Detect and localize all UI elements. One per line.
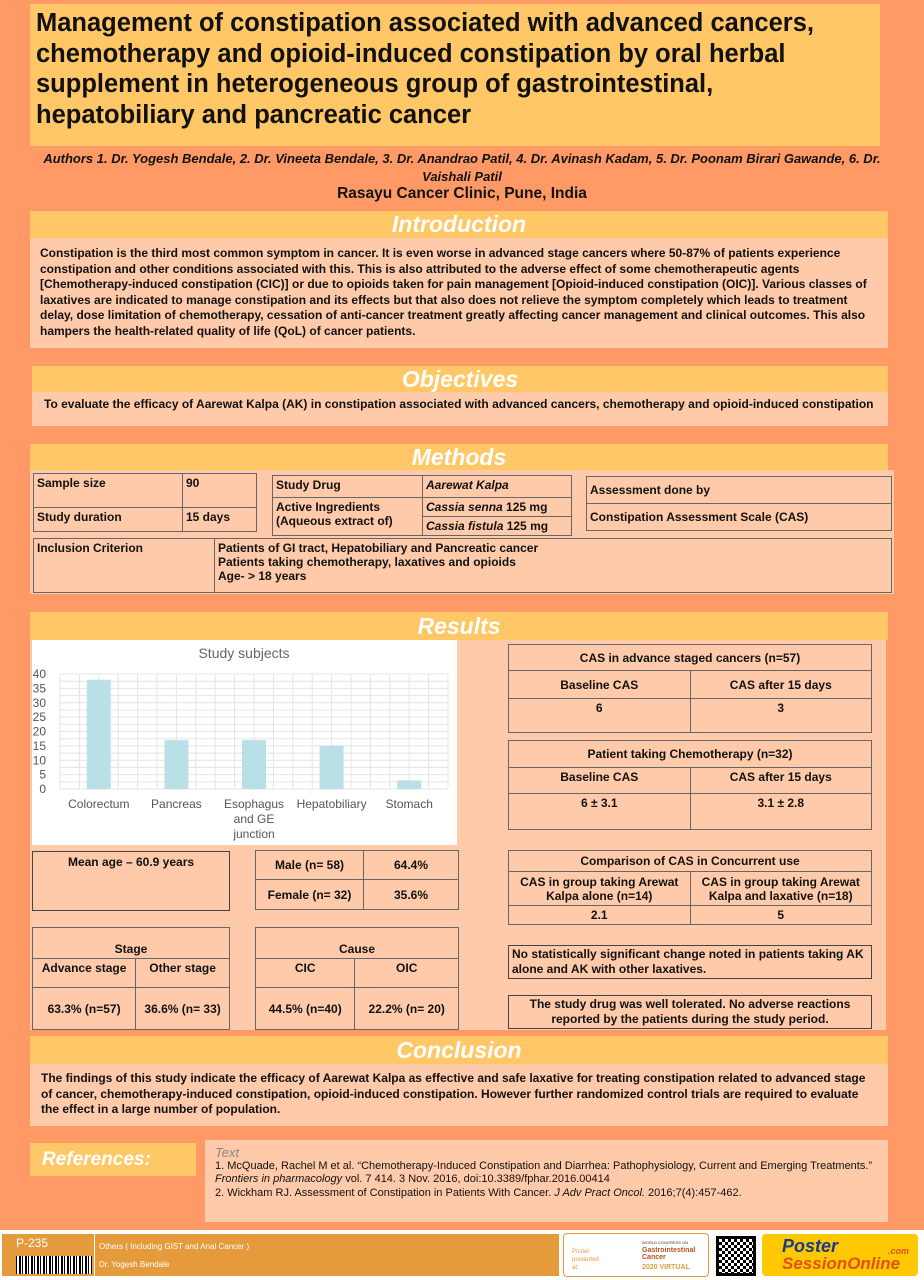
cas-advanced-col1: Baseline CAS [509,671,691,699]
cas-concurrent-val1: 2.1 [509,906,691,925]
references-heading: References: [30,1143,196,1176]
poster-id-box [2,1234,94,1276]
conclusion-text: The findings of this study indicate the efficacy of Aarewat Kalpa as effective and safe laxative for treating constipation related to advanced stage of cancer, chemotherapy-induced constipation, opioid-induced constipation. However further randomized control trials are required to evaluate the effect in a large number of population. [30,1064,888,1126]
stage-advance-value: 63.3% (n=57) [33,988,136,1030]
ingredient-2: Cassia fistula 125 mg [423,517,572,536]
gender-table [255,850,459,910]
bar [87,680,111,789]
y-tick-label: 25 [32,710,46,725]
cause-col-cic: CIC [256,959,355,988]
cas-concurrent-table [508,850,872,925]
methods-heading: Methods [30,444,888,470]
x-tick-label: Esophagus and GE junction [223,797,285,841]
duration-value: 15 days [183,508,257,532]
y-tick-label: 0 [39,782,46,796]
bar [164,740,188,789]
x-tick-label: Hepatobiliary [296,797,367,811]
objectives-text: To evaluate the efficacy of Aarewat Kalpa (AK) in constipation associated with advanced cancers, chemotherapy and opioid-induced constipation [32,392,888,426]
poster-id: P-235 [16,1236,49,1250]
y-tick-label: 35 [32,681,46,696]
footer-category: Others ( Including GIST and Anal Cancer ) [99,1242,250,1251]
female-value: 35.6% [364,880,459,910]
cas-concurrent-col1: CAS in group taking Arewat Kalpa alone (n=14) [509,872,691,906]
x-tick-label: Colorectum [68,797,130,811]
note-significance: No statistically significant change noted in patients taking AK alone and AK with other laxatives. [508,945,872,979]
congress-line2: Gastrointestinal Cancer [642,1247,696,1261]
bar-chart-svg [32,640,457,845]
y-tick-label: 30 [32,695,46,710]
cas-chemo-val2: 3.1 ± 2.8 [690,794,872,830]
drug-value: Aarewat Kalpa [423,476,572,498]
duration-label: Study duration [34,508,183,532]
cas-chemo-col2: CAS after 15 days [690,768,872,794]
inclusion-line: Age- > 18 years [218,569,307,583]
inclusion-line: Patients of GI tract, Hepatobiliary and Pancreatic cancer [218,541,539,555]
stage-col-advance: Advance stage [33,959,136,988]
presented-at: Poster presented at: [572,1249,599,1271]
cause-oic-value: 22.2% (n= 20) [355,988,459,1030]
y-tick-label: 40 [32,667,46,681]
methods-drug-table [272,475,572,536]
sample-size-value: 90 [183,474,257,508]
reference-2: 2. Wickham RJ. Assessment of Constipation in Patients With Cancer. J Adv Pract Oncol. 2016;7(4):457-462. [215,1186,742,1199]
title-box [30,4,880,146]
reference-1: 1. McQuade, Rachel M et al. “Chemotherapy-Induced Constipation and Diarrhea: Pathophysiology, Current and Emerging Treatments.” Frontiers in pharmacology vol. 7 414. 3 Nov. 2016, doi:10.3389/fphar.2016.00414 [215,1159,873,1185]
cas-concurrent-col2: CAS in group taking Arewat Kalpa and laxative (n=18) [690,872,872,906]
methods-assessment-table [586,476,892,531]
bar [242,740,266,789]
cas-chemo-table [508,740,872,830]
male-label: Male (n= 58) [256,851,364,880]
cas-advanced-title: CAS in advance staged cancers (n=57) [509,645,872,671]
methods-sample-table [33,473,257,532]
bar [397,780,421,789]
references-box [205,1140,888,1222]
congress-logo [563,1233,709,1277]
mean-age-box: Mean age – 60.9 years [32,851,230,911]
footer [0,1230,924,1280]
note-tolerance: The study drug was well tolerated. No adverse reactions reported by the patients during the study period. [508,995,872,1029]
objectives-heading: Objectives [32,366,888,392]
cause-title: Cause [256,928,459,959]
authors: Authors 1. Dr. Yogesh Bendale, 2. Dr. Vineeta Bendale, 3. Dr. Anandrao Patil, 4. Dr. Avinash Kadam, 5. Dr. Poonam Birari Gawande, 6. Dr. Vaishali Patil [43,151,881,184]
stage-other-value: 36.6% (n= 33) [136,988,230,1030]
postersessiononline-logo [762,1234,918,1276]
ingredients-label: Active Ingredients (Aqueous extract of) [273,498,423,536]
drug-label: Study Drug [273,476,423,498]
cas-advanced-val1: 6 [509,699,691,733]
footer-info [95,1234,559,1276]
barcode-icon [16,1256,92,1274]
references-placeholder: Text [215,1145,240,1160]
cas-concurrent-val2: 5 [690,906,872,925]
stage-col-other: Other stage [136,959,230,988]
cause-cic-value: 44.5% (n=40) [256,988,355,1030]
cas-chemo-val1: 6 ± 3.1 [509,794,691,830]
female-label: Female (n= 32) [256,880,364,910]
cas-concurrent-title: Comparison of CAS in Concurrent use [509,851,872,872]
congress-line1: WORLD CONGRESS ON [642,1240,689,1245]
cas-chemo-title: Patient taking Chemotherapy (n=32) [509,741,872,768]
x-tick-label: Pancreas [151,797,202,811]
results-heading: Results [30,612,888,640]
clinic: Rasayu Cancer Clinic, Pune, India [337,185,587,202]
sample-size-label: Sample size [34,474,183,508]
stage-table [32,927,230,1030]
conclusion-heading: Conclusion [30,1036,888,1064]
congress-line3: 2020 VIRTUAL [642,1264,690,1271]
brand-bottom: SessionOnline [782,1254,901,1273]
x-tick-label: Stomach [385,797,433,811]
bar [320,746,344,789]
footer-author: Dr. Yogesh Bendale [99,1260,170,1269]
study-subjects-chart [32,640,457,845]
inclusion-line: Patients taking chemotherapy, laxatives and opioids [218,555,516,569]
cause-col-oic: OIC [355,959,459,988]
y-tick-label: 5 [39,767,46,782]
poster-title: Management of constipation associated with advanced cancers, chemotherapy and opioid-induced constipation by oral herbal supplement in heterogeneous group of gastrointestinal, hepatobiliary and pancreatic cancer [36,9,814,129]
cas-advanced-col2: CAS after 15 days [690,671,872,699]
male-value: 64.4% [364,851,459,880]
inclusion-label: Inclusion Criterion [34,539,215,593]
y-tick-label: 20 [32,724,46,739]
introduction-text: Constipation is the third most common symptom in cancer. It is even worse in advanced stage cancers where 50-87% of patients experience constipation and other conditions associated with this. This is also attributed to the adverse effect of some chemotherapeutic agents [Chemotherapy-induced constipation (CIC)] or due to opioids taken for pain management [Opioid-induced constipation (OIC)]. Various classes of laxatives are indicated to manage constipation and its effects but that also does not relieve the symptom completely which leads to treatment delay, dose limitation of chemotherapy, cessation of anti-cancer treatment greatly affecting cancer management and clinical outcomes. This also hampers the health-related quality of life (QoL) of cancer patients. [30,238,888,348]
inclusion-table [33,538,892,593]
cas-advanced-val2: 3 [690,699,872,733]
brand-suffix: .com [888,1246,910,1256]
ingredient-1: Cassia senna 125 mg [423,498,572,517]
chart-title: Study subjects [198,645,290,661]
stage-title: Stage [33,928,230,959]
qr-code-icon [716,1236,756,1276]
assessment-value: Constipation Assessment Scale (CAS) [587,504,892,531]
assessment-label: Assessment done by [587,477,892,504]
cause-table [255,927,459,1030]
cas-chemo-col1: Baseline CAS [509,768,691,794]
inclusion-criteria [215,539,892,593]
brand-top: Poster [782,1236,839,1256]
y-tick-label: 10 [32,753,46,768]
y-tick-label: 15 [32,738,46,753]
cas-advanced-table [508,644,872,733]
introduction-heading: Introduction [30,211,888,238]
